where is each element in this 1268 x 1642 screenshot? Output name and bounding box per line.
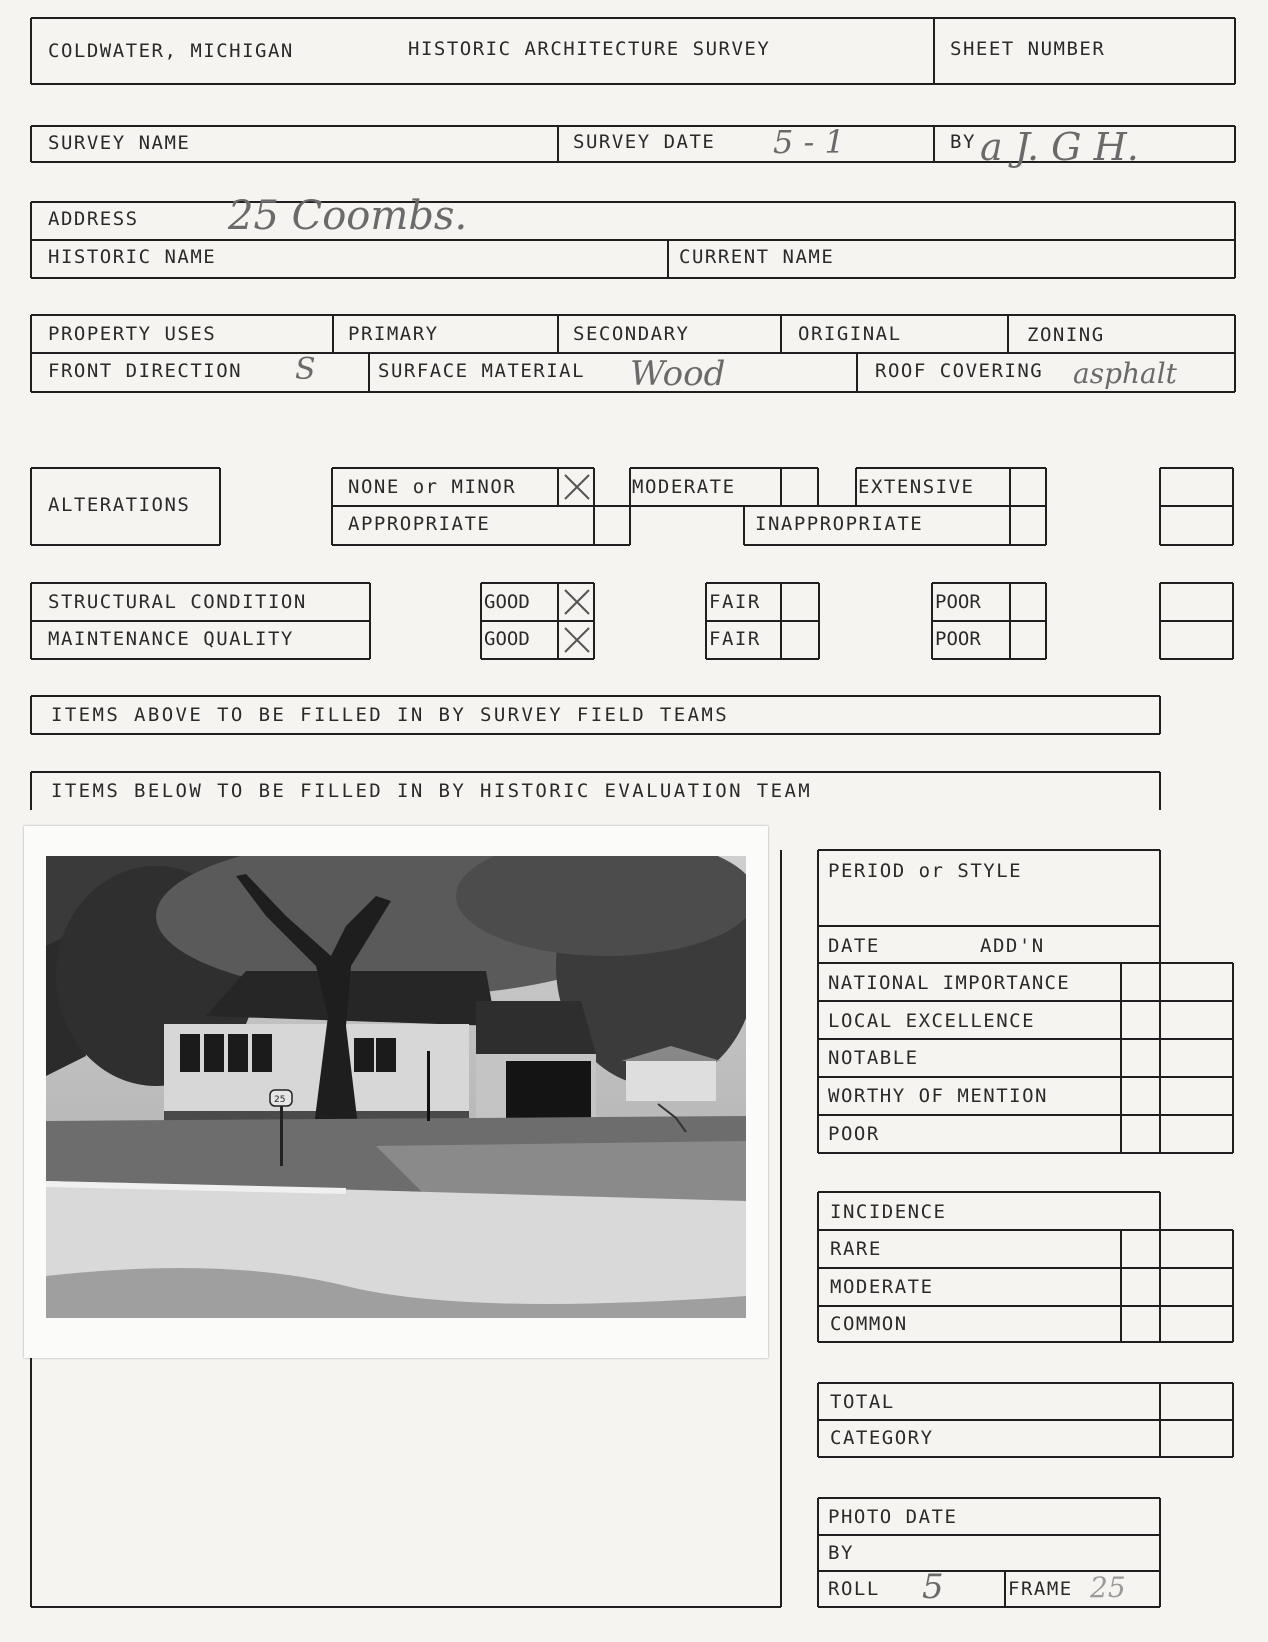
structural-poor-label: POOR bbox=[935, 591, 981, 613]
photo-date-label: PHOTO DATE bbox=[828, 1506, 958, 1528]
current-name-label: CURRENT NAME bbox=[679, 246, 835, 268]
category-label: CATEGORY bbox=[830, 1427, 934, 1449]
primary-label: PRIMARY bbox=[348, 323, 439, 345]
notable-label: NOTABLE bbox=[828, 1047, 919, 1069]
address-value: 25 Coombs. bbox=[228, 193, 468, 239]
original-label: ORIGINAL bbox=[798, 323, 902, 345]
maintenance-good-label: GOOD bbox=[484, 628, 530, 650]
appropriate-label: APPROPRIATE bbox=[348, 513, 491, 535]
total-label: TOTAL bbox=[830, 1391, 895, 1413]
house-photograph-image bbox=[46, 856, 746, 1318]
surface-material-label: SURFACE MATERIAL bbox=[378, 360, 586, 382]
historic-name-label: HISTORIC NAME bbox=[48, 246, 217, 268]
none-minor-checkbox[interactable] bbox=[560, 470, 594, 504]
roof-covering-value: asphalt bbox=[1073, 357, 1177, 390]
incidence-label: INCIDENCE bbox=[830, 1201, 947, 1223]
roll-label: ROLL bbox=[828, 1578, 880, 1600]
front-direction-value: S bbox=[295, 352, 316, 387]
secondary-label: SECONDARY bbox=[573, 323, 690, 345]
worthy-of-mention-label: WORTHY OF MENTION bbox=[828, 1085, 1048, 1107]
survey-date-label: SURVEY DATE bbox=[573, 131, 716, 153]
survey-name-label: SURVEY NAME bbox=[48, 132, 191, 154]
roll-value: 5 bbox=[922, 1567, 944, 1607]
maintenance-poor-label: POOR bbox=[935, 628, 981, 650]
maintenance-good-checkbox[interactable] bbox=[560, 623, 594, 657]
photo-by-label: BY bbox=[828, 1542, 854, 1564]
local-excellence-label: LOCAL EXCELLENCE bbox=[828, 1010, 1036, 1032]
house-photo bbox=[24, 826, 768, 1358]
structural-good-checkbox[interactable] bbox=[560, 585, 594, 619]
form-title: HISTORIC ARCHITECTURE SURVEY bbox=[408, 38, 771, 60]
maintenance-quality-label: MAINTENANCE QUALITY bbox=[48, 628, 294, 650]
rare-label: RARE bbox=[830, 1238, 882, 1260]
mailbox-number: 25 bbox=[274, 1095, 286, 1105]
sheet-number-label: SHEET NUMBER bbox=[950, 38, 1106, 60]
frame-value: 25 bbox=[1090, 1571, 1126, 1604]
national-importance-label: NATIONAL IMPORTANCE bbox=[828, 972, 1071, 994]
zoning-label: ZONING bbox=[1027, 324, 1105, 346]
items-below-note: ITEMS BELOW TO BE FILLED IN BY HISTORIC EVALUATION TEAM bbox=[51, 780, 813, 802]
maintenance-fair-label: FAIR bbox=[709, 628, 761, 650]
structural-condition-label: STRUCTURAL CONDITION bbox=[48, 591, 307, 613]
surface-material-value: Wood bbox=[630, 354, 726, 394]
moderate-label: MODERATE bbox=[632, 476, 736, 498]
by-value: a J. G H. bbox=[980, 125, 1139, 169]
date-label: DATE bbox=[828, 935, 880, 957]
addn-label: ADD'N bbox=[980, 935, 1045, 957]
front-direction-label: FRONT DIRECTION bbox=[48, 360, 243, 382]
evaluation-poor-label: POOR bbox=[828, 1123, 880, 1145]
incidence-moderate-label: MODERATE bbox=[830, 1276, 934, 1298]
address-label: ADDRESS bbox=[48, 208, 139, 230]
structural-good-label: GOOD bbox=[484, 591, 530, 613]
extensive-label: EXTENSIVE bbox=[858, 476, 975, 498]
location-label: COLDWATER, MICHIGAN bbox=[48, 40, 294, 62]
roof-covering-label: ROOF COVERING bbox=[875, 360, 1044, 382]
common-label: COMMON bbox=[830, 1313, 908, 1335]
none-minor-label: NONE or MINOR bbox=[348, 476, 517, 498]
property-uses-label: PROPERTY USES bbox=[48, 323, 217, 345]
by-label: BY bbox=[950, 131, 976, 153]
inappropriate-label: INAPPROPRIATE bbox=[755, 513, 924, 535]
structural-fair-label: FAIR bbox=[709, 591, 761, 613]
period-style-label: PERIOD or STYLE bbox=[828, 860, 1023, 882]
items-above-note: ITEMS ABOVE TO BE FILLED IN BY SURVEY FIELD TEAMS bbox=[51, 704, 730, 726]
survey-date-value: 5 - 1 bbox=[773, 123, 845, 161]
frame-label: FRAME bbox=[1008, 1578, 1073, 1600]
alterations-label: ALTERATIONS bbox=[48, 494, 191, 516]
